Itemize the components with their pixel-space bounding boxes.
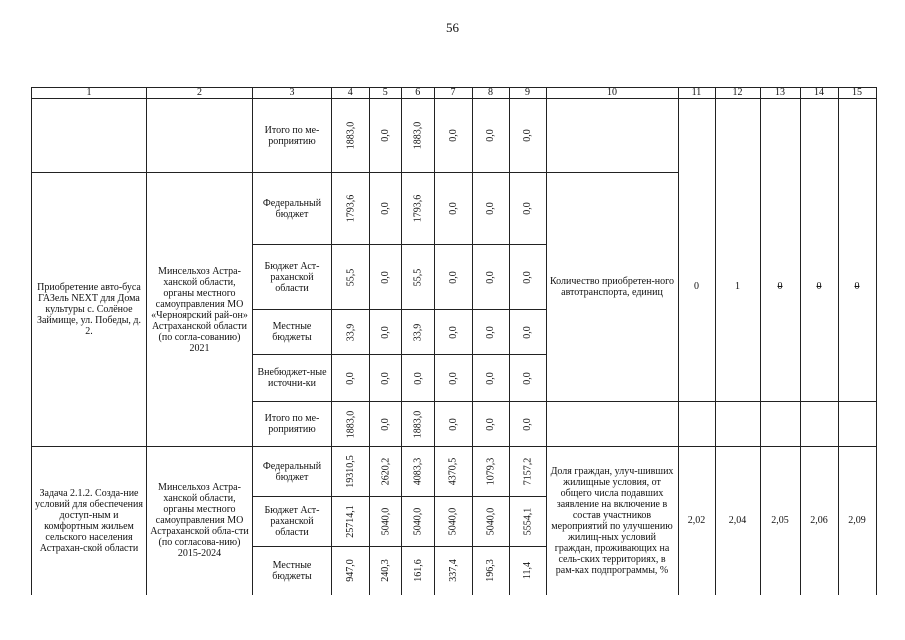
value-cell: 33,9	[344, 323, 356, 341]
value-cell: 0,0	[379, 325, 391, 339]
value-cell: 5554,1	[522, 507, 533, 536]
indicator-value: 2,04	[715, 447, 760, 595]
value-cell: 0,0	[447, 270, 459, 284]
col-num-1: 1	[32, 88, 147, 99]
indicator-name: Доля граждан, улуч-шивших жилищные условия, от общего числа подавших заявление на включение в состав участников мероприятий по улучшению жилищ-ных условий граждан, проживающих на сель-ских территориях, в рам-ках подпрограммы, %	[546, 447, 678, 595]
value-cell: 1079,3	[485, 457, 496, 486]
value-cell: 0,0	[522, 270, 533, 284]
col-num-2: 2	[147, 88, 253, 99]
source-label: Итого по ме-роприятию	[253, 402, 332, 447]
value-cell: 5040,0	[379, 507, 391, 536]
indicator-name: Количество приобретен-ного автотранспорта, единиц	[546, 173, 678, 402]
indicator-value: 0	[854, 281, 860, 293]
indicator-value: 2,09	[838, 447, 876, 595]
value-cell: 0,0	[379, 202, 391, 215]
table-row	[32, 447, 877, 497]
value-cell: 0,0	[379, 270, 391, 284]
indicator-cell-empty	[546, 402, 678, 447]
indicator-cell-empty	[546, 99, 678, 173]
value-cell: 0,0	[485, 202, 496, 215]
value-cell: 947,0	[344, 559, 356, 582]
value-cell: 0,0	[522, 371, 533, 385]
page-number: 56	[446, 20, 459, 35]
col-num-11: 11	[678, 88, 715, 99]
value-cell: 0,0	[485, 129, 496, 142]
table-row	[32, 173, 877, 245]
value-cell: 0,0	[379, 129, 391, 142]
value-cell: 240,3	[379, 559, 391, 582]
col-num-12: 12	[715, 88, 760, 99]
value-cell: 1883,0	[412, 410, 424, 438]
source-label: Местные бюджеты	[253, 310, 332, 355]
col-num-7: 7	[434, 88, 472, 99]
value-cell: 161,6	[412, 559, 424, 582]
value-cell: 1883,0	[412, 121, 424, 150]
col-num-5: 5	[369, 88, 402, 99]
value-cell: 2620,2	[379, 457, 391, 486]
value-cell: 0,0	[379, 371, 391, 385]
table-row	[32, 99, 877, 173]
value-cell: 4370,5	[447, 457, 459, 486]
value-cell: 196,3	[485, 559, 496, 582]
value-cell: 0,0	[447, 325, 459, 339]
value-cell: 55,5	[344, 268, 356, 286]
value-cell: 5040,0	[485, 507, 496, 536]
col-num-9: 9	[509, 88, 546, 99]
value-cell: 1793,6	[412, 194, 424, 223]
value-cell: 5040,0	[412, 507, 424, 536]
responsible-text: Минсельхоз Астра-ханской области, органы местного самоуправления МО «Черноярский рай-он» Астраханской области (по согла-сованию)	[151, 265, 248, 343]
responsible-text: Минсельхоз Астра-ханской области, органы местного самоуправления МО Астраханской обла-сти (по согласова-нию)	[150, 482, 249, 549]
col-num-10: 10	[546, 88, 678, 99]
source-label: Итого по ме-роприятию	[253, 99, 332, 173]
source-label: Федеральный бюджет	[253, 447, 332, 497]
value-cell: 0,0	[522, 129, 533, 142]
value-cell: 0,0	[412, 371, 424, 385]
col-num-8: 8	[472, 88, 509, 99]
indicator-value: 0	[816, 281, 822, 293]
value-cell: 0,0	[522, 202, 533, 215]
indicator-value: 2,05	[760, 447, 800, 595]
value-cell: 25714,1	[344, 505, 356, 538]
value-cell: 1883,0	[344, 410, 356, 438]
responsible-executor	[147, 173, 253, 447]
value-cell: 0,0	[344, 371, 356, 385]
value-cell: 7157,2	[522, 457, 533, 486]
indicator-value: 0	[678, 173, 715, 402]
program-table	[31, 87, 877, 595]
indicator-value: 0	[777, 281, 783, 293]
col-num-14: 14	[800, 88, 838, 99]
source-label: Бюджет Аст-раханской области	[253, 245, 332, 310]
col-num-6: 6	[402, 88, 435, 99]
source-label: Внебюджет-ные источни-ки	[253, 355, 332, 402]
source-label: Бюджет Аст-раханской области	[253, 497, 332, 547]
value-cell: 5040,0	[447, 507, 459, 536]
value-cell: 0,0	[485, 270, 496, 284]
source-label: Местные бюджеты	[253, 547, 332, 595]
value-cell: 0,0	[379, 417, 391, 431]
indicator-value: 2,02	[678, 447, 715, 595]
execution-year: 2021	[189, 342, 210, 354]
task-name: Задача 2.1.2. Созда-ние условий для обеспечения доступ-ным и комфортным жильем сельского населения Астрахан-ской области	[32, 447, 147, 595]
column-number-row	[32, 88, 877, 99]
value-cell: 4083,3	[412, 457, 424, 486]
indicator-value: 2,06	[800, 447, 838, 595]
value-cell: 0,0	[522, 325, 533, 339]
value-cell: 0,0	[447, 417, 459, 431]
value-cell: 0,0	[447, 202, 459, 215]
execution-years: 2015-2024	[177, 548, 222, 560]
value-cell: 0,0	[522, 417, 533, 431]
value-cell: 19310,5	[344, 455, 356, 488]
indicator-value: 1	[715, 173, 760, 402]
value-cell: 55,5	[412, 268, 424, 286]
value-cell: 11,4	[521, 562, 533, 580]
value-cell: 0,0	[485, 417, 496, 431]
value-cell: 0,0	[447, 129, 459, 142]
value-cell: 1793,6	[344, 194, 356, 223]
col-num-4: 4	[332, 88, 370, 99]
value-cell: 33,9	[412, 323, 424, 341]
col-num-15: 15	[838, 88, 876, 99]
col-num-13: 13	[760, 88, 800, 99]
event-name: Приобретение авто-буса ГАЗель NEXT для Дома культуры с. Солёное Займище, ул. Победы, д. 2.	[32, 173, 147, 447]
value-cell: 0,0	[485, 371, 496, 385]
responsible-cell-empty	[147, 99, 253, 173]
source-label: Федеральный бюджет	[253, 173, 332, 245]
col-num-3: 3	[253, 88, 332, 99]
event-cell-empty	[32, 99, 147, 173]
value-cell: 1883,0	[344, 121, 356, 150]
responsible-executor	[147, 447, 253, 595]
value-cell: 0,0	[447, 371, 459, 385]
value-cell: 337,4	[447, 559, 459, 582]
value-cell: 0,0	[485, 325, 496, 339]
